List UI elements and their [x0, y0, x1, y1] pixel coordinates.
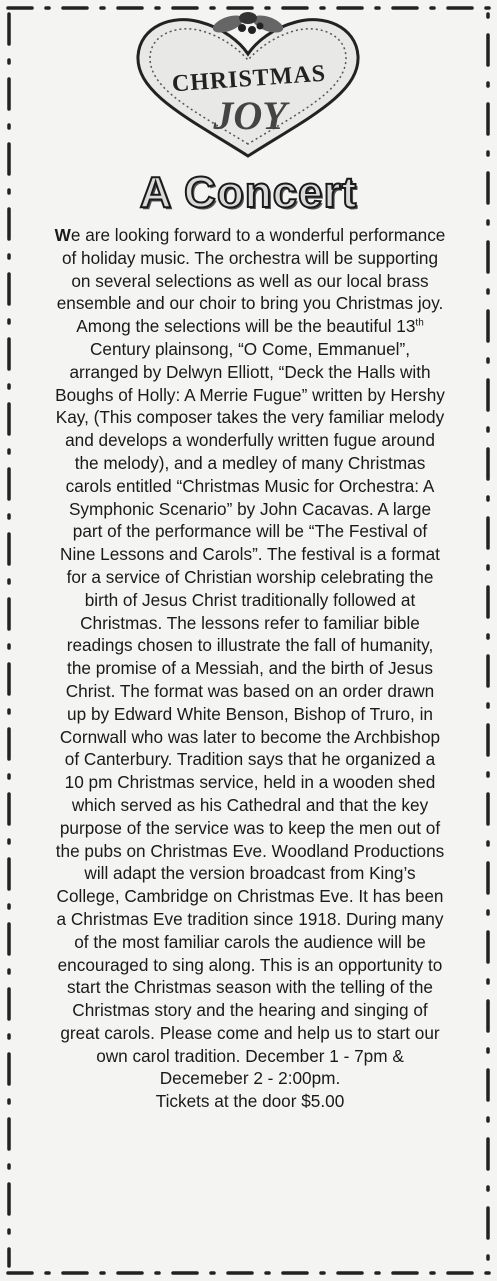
text-line: the promise of a Messiah, and the birth of Jesus	[67, 658, 433, 679]
text-line: a Christmas Eve tradition since 1918. During many	[56, 908, 444, 929]
text-line: Cornwall who was later to become the Archbishop	[59, 726, 441, 747]
text-line: Christmas. The lessons refer to familiar bible	[80, 612, 420, 633]
text-line: purpose of the service was to keep the men out of	[59, 817, 441, 838]
text-line: Kay, (This composer takes the very familiar melody	[55, 407, 445, 428]
text-line: which served as his Cathedral and that the key	[71, 794, 429, 815]
text-line: readings chosen to illustrate the fall of humanity,	[66, 635, 434, 656]
text-line: encouraged to sing along. This is an opportunity to	[57, 954, 443, 975]
logo-text-christmas: CHRISTMAS	[171, 60, 327, 98]
text-line: Christ. The format was based on an order drawn	[65, 680, 435, 701]
text-line: up by Edward White Benson, Bishop of Truro, in	[67, 703, 433, 724]
text-line: ensemble and our choir to bring you Christmas joy.	[56, 293, 444, 314]
text-line: Symphonic Scenario” by John Cacavas. A large	[68, 498, 432, 519]
text-line: the pubs on Christmas Eve. Woodland Productions	[55, 840, 445, 861]
ticket-price: Tickets at the door $5.00	[155, 1091, 345, 1112]
text-line: Among the selections will be the beautiful 13th	[76, 316, 424, 337]
text-line: the melody), and a medley of many Christmas	[74, 452, 426, 473]
event-dates: own carol tradition. December 1 - 7pm &	[96, 1045, 404, 1066]
text-line: of Canterbury. Tradition says that he organized a	[64, 749, 436, 770]
text-line: We are looking forward to a wonderful performance	[54, 225, 446, 245]
text-line: part of the performance will be “The Festival of	[72, 521, 428, 542]
page-title: A Concert	[139, 168, 358, 217]
text-line: of holiday music. The orchestra will be supporting	[61, 247, 439, 268]
text-line: Boughs of Holly: A Merrie Fugue” written by Hershy	[55, 384, 445, 405]
text-line: Century plainsong, “O Come, Emmanuel”,	[89, 338, 410, 359]
text-line: carols entitled “Christmas Music for Orchestra: A	[65, 475, 435, 496]
text-line: 10 pm Christmas service, held in a wooden shed	[64, 772, 436, 793]
logo-text-joy: JOY	[213, 93, 287, 138]
text-line: arranged by Delwyn Elliott, “Deck the Halls with	[69, 361, 431, 382]
text-line: birth of Jesus Christ traditionally followed at	[84, 589, 416, 610]
text-line: for a service of Christian worship celebrating the	[66, 566, 434, 587]
holly-icon	[211, 12, 286, 36]
text-line: Nine Lessons and Carols”. The festival is a format	[60, 544, 440, 565]
superscript: th	[415, 317, 424, 329]
text-line: will adapt the version broadcast from King’s	[84, 863, 416, 884]
text-line: Christmas story and the hearing and singing of	[72, 1000, 428, 1021]
text-line: on several selections as well as our local brass	[71, 270, 429, 291]
drop-letter: W	[54, 225, 71, 245]
text-line: and develops a wonderfully written fugue around	[65, 430, 435, 451]
concert-description	[24, 224, 476, 1113]
text-line: great carols. Please come and help us to start our	[60, 1022, 440, 1043]
text-line: College, Cambridge on Christmas Eve. It has been	[56, 886, 444, 907]
text-line: of the most familiar carols the audience will be	[74, 931, 426, 952]
event-dates: Decemeber 2 - 2:00pm.	[159, 1068, 341, 1089]
text-line: start the Christmas season with the telling of the	[67, 977, 433, 998]
